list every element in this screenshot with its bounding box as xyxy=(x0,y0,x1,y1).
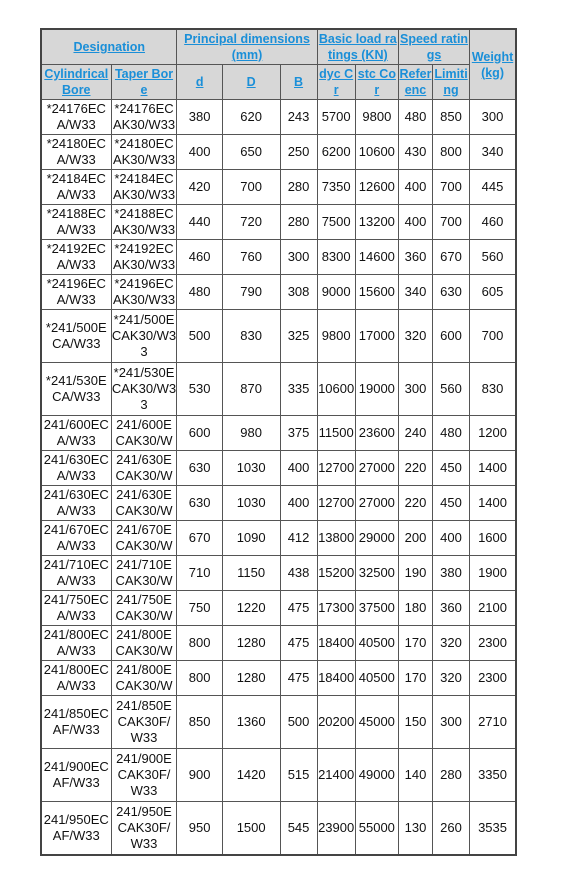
reference-speed-cell: 200 xyxy=(398,521,432,556)
taper-bore-cell: 241/750ECAK30/W xyxy=(111,591,177,626)
header-dynamic-load[interactable]: dyc Cr xyxy=(317,65,355,100)
taper-bore-cell: 241/600ECAK30/W xyxy=(111,416,177,451)
limiting-speed-cell: 600 xyxy=(432,310,469,363)
header-static-load[interactable]: stc Cor xyxy=(355,65,398,100)
dynamic-load-cell: 23900 xyxy=(317,802,355,855)
outer-d-cell: 1360 xyxy=(222,696,280,749)
static-load-cell: 49000 xyxy=(355,749,398,802)
width-b-cell: 243 xyxy=(280,100,317,135)
table-row xyxy=(41,240,516,275)
limiting-speed-cell: 480 xyxy=(432,416,469,451)
dynamic-load-cell: 20200 xyxy=(317,696,355,749)
bore-d-cell: 480 xyxy=(177,275,222,310)
static-load-cell: 55000 xyxy=(355,802,398,855)
limiting-speed-cell: 560 xyxy=(432,363,469,416)
weight-cell: 300 xyxy=(470,100,516,135)
weight-cell: 3350 xyxy=(470,749,516,802)
table-row xyxy=(41,661,516,696)
table-row xyxy=(41,363,516,416)
taper-bore-cell: *241/530ECAK30/W33 xyxy=(111,363,177,416)
taper-bore-cell: *24192ECAK30/W33 xyxy=(111,240,177,275)
table-row xyxy=(41,802,516,855)
outer-d-cell: 1220 xyxy=(222,591,280,626)
table-row xyxy=(41,275,516,310)
cylindrical-bore-cell: *24184ECA/W33 xyxy=(41,170,111,205)
header-d-large[interactable]: D xyxy=(222,65,280,100)
taper-bore-cell: 241/800ECAK30/W xyxy=(111,661,177,696)
cylindrical-bore-cell: 241/630ECA/W33 xyxy=(41,451,111,486)
static-load-cell: 14600 xyxy=(355,240,398,275)
taper-bore-cell: *241/500ECAK30/W33 xyxy=(111,310,177,363)
cylindrical-bore-cell: 241/800ECA/W33 xyxy=(41,626,111,661)
header-speed-ratings[interactable]: Speed ratings xyxy=(398,29,469,65)
weight-cell: 460 xyxy=(470,205,516,240)
outer-d-cell: 1500 xyxy=(222,802,280,855)
header-limiting-speed[interactable]: Limiting xyxy=(432,65,469,100)
bore-d-cell: 440 xyxy=(177,205,222,240)
limiting-speed-cell: 450 xyxy=(432,451,469,486)
reference-speed-cell: 130 xyxy=(398,802,432,855)
dynamic-load-cell: 12700 xyxy=(317,486,355,521)
reference-speed-cell: 340 xyxy=(398,275,432,310)
limiting-speed-cell: 320 xyxy=(432,661,469,696)
limiting-speed-cell: 380 xyxy=(432,556,469,591)
limiting-speed-cell: 800 xyxy=(432,135,469,170)
outer-d-cell: 620 xyxy=(222,100,280,135)
reference-speed-cell: 180 xyxy=(398,591,432,626)
limiting-speed-cell: 260 xyxy=(432,802,469,855)
bore-d-cell: 710 xyxy=(177,556,222,591)
bore-d-cell: 380 xyxy=(177,100,222,135)
taper-bore-cell: *24196ECAK30/W33 xyxy=(111,275,177,310)
bore-d-cell: 800 xyxy=(177,661,222,696)
reference-speed-cell: 320 xyxy=(398,310,432,363)
cylindrical-bore-cell: *241/500ECA/W33 xyxy=(41,310,111,363)
limiting-speed-cell: 280 xyxy=(432,749,469,802)
header-taper-bore[interactable]: Taper Bore xyxy=(111,65,177,100)
bore-d-cell: 630 xyxy=(177,451,222,486)
table-row xyxy=(41,556,516,591)
reference-speed-cell: 400 xyxy=(398,170,432,205)
header-basic-load-ratings[interactable]: Basic load ratings (KN) xyxy=(317,29,398,65)
reference-speed-cell: 190 xyxy=(398,556,432,591)
static-load-cell: 12600 xyxy=(355,170,398,205)
table-row xyxy=(41,486,516,521)
static-load-cell: 27000 xyxy=(355,486,398,521)
weight-cell: 605 xyxy=(470,275,516,310)
weight-cell: 445 xyxy=(470,170,516,205)
table-row xyxy=(41,451,516,486)
outer-d-cell: 1280 xyxy=(222,626,280,661)
reference-speed-cell: 220 xyxy=(398,451,432,486)
cylindrical-bore-cell: 241/950ECAF/W33 xyxy=(41,802,111,855)
cylindrical-bore-cell: 241/800ECA/W33 xyxy=(41,661,111,696)
static-load-cell: 37500 xyxy=(355,591,398,626)
outer-d-cell: 700 xyxy=(222,170,280,205)
table-row xyxy=(41,170,516,205)
cylindrical-bore-cell: *24188ECA/W33 xyxy=(41,205,111,240)
static-load-cell: 45000 xyxy=(355,696,398,749)
width-b-cell: 325 xyxy=(280,310,317,363)
bore-d-cell: 400 xyxy=(177,135,222,170)
weight-cell: 2300 xyxy=(470,626,516,661)
bore-d-cell: 950 xyxy=(177,802,222,855)
limiting-speed-cell: 300 xyxy=(432,696,469,749)
reference-speed-cell: 240 xyxy=(398,416,432,451)
static-load-cell: 15600 xyxy=(355,275,398,310)
reference-speed-cell: 220 xyxy=(398,486,432,521)
cylindrical-bore-cell: 241/630ECA/W33 xyxy=(41,486,111,521)
dynamic-load-cell: 9800 xyxy=(317,310,355,363)
cylindrical-bore-cell: 241/600ECA/W33 xyxy=(41,416,111,451)
reference-speed-cell: 430 xyxy=(398,135,432,170)
outer-d-cell: 1150 xyxy=(222,556,280,591)
taper-bore-cell: *24180ECAK30/W33 xyxy=(111,135,177,170)
reference-speed-cell: 400 xyxy=(398,205,432,240)
weight-cell: 1200 xyxy=(470,416,516,451)
limiting-speed-cell: 450 xyxy=(432,486,469,521)
width-b-cell: 515 xyxy=(280,749,317,802)
width-b-cell: 308 xyxy=(280,275,317,310)
bore-d-cell: 900 xyxy=(177,749,222,802)
limiting-speed-cell: 630 xyxy=(432,275,469,310)
bore-d-cell: 420 xyxy=(177,170,222,205)
outer-d-cell: 790 xyxy=(222,275,280,310)
outer-d-cell: 650 xyxy=(222,135,280,170)
cylindrical-bore-cell: 241/850ECAF/W33 xyxy=(41,696,111,749)
width-b-cell: 475 xyxy=(280,591,317,626)
header-d-small[interactable]: d xyxy=(177,65,222,100)
width-b-cell: 400 xyxy=(280,451,317,486)
weight-cell: 2300 xyxy=(470,661,516,696)
limiting-speed-cell: 850 xyxy=(432,100,469,135)
dynamic-load-cell: 9000 xyxy=(317,275,355,310)
dynamic-load-cell: 5700 xyxy=(317,100,355,135)
outer-d-cell: 720 xyxy=(222,205,280,240)
bore-d-cell: 460 xyxy=(177,240,222,275)
dynamic-load-cell: 15200 xyxy=(317,556,355,591)
dynamic-load-cell: 12700 xyxy=(317,451,355,486)
table-row xyxy=(41,521,516,556)
width-b-cell: 475 xyxy=(280,626,317,661)
taper-bore-cell: 241/670ECAK30/W xyxy=(111,521,177,556)
cylindrical-bore-cell: *24196ECA/W33 xyxy=(41,275,111,310)
bore-d-cell: 600 xyxy=(177,416,222,451)
weight-cell: 2710 xyxy=(470,696,516,749)
header-principal-dimensions[interactable]: Principal dimensions (mm) xyxy=(177,29,317,65)
taper-bore-cell: *24188ECAK30/W33 xyxy=(111,205,177,240)
cylindrical-bore-cell: *24180ECA/W33 xyxy=(41,135,111,170)
dynamic-load-cell: 21400 xyxy=(317,749,355,802)
static-load-cell: 27000 xyxy=(355,451,398,486)
cylindrical-bore-cell: 241/670ECA/W33 xyxy=(41,521,111,556)
outer-d-cell: 1090 xyxy=(222,521,280,556)
bore-d-cell: 630 xyxy=(177,486,222,521)
weight-cell: 2100 xyxy=(470,591,516,626)
weight-cell: 1400 xyxy=(470,486,516,521)
dynamic-load-cell: 6200 xyxy=(317,135,355,170)
static-load-cell: 29000 xyxy=(355,521,398,556)
static-load-cell: 17000 xyxy=(355,310,398,363)
width-b-cell: 375 xyxy=(280,416,317,451)
outer-d-cell: 1420 xyxy=(222,749,280,802)
bore-d-cell: 500 xyxy=(177,310,222,363)
reference-speed-cell: 170 xyxy=(398,626,432,661)
table-row xyxy=(41,310,516,363)
width-b-cell: 280 xyxy=(280,170,317,205)
dynamic-load-cell: 10600 xyxy=(317,363,355,416)
outer-d-cell: 1280 xyxy=(222,661,280,696)
limiting-speed-cell: 400 xyxy=(432,521,469,556)
cylindrical-bore-cell: *24176ECA/W33 xyxy=(41,100,111,135)
static-load-cell: 40500 xyxy=(355,661,398,696)
limiting-speed-cell: 360 xyxy=(432,591,469,626)
bore-d-cell: 750 xyxy=(177,591,222,626)
table-row xyxy=(41,749,516,802)
taper-bore-cell: *24176ECAK30/W33 xyxy=(111,100,177,135)
weight-cell: 830 xyxy=(470,363,516,416)
dynamic-load-cell: 7350 xyxy=(317,170,355,205)
static-load-cell: 23600 xyxy=(355,416,398,451)
header-b[interactable]: B xyxy=(280,65,317,100)
width-b-cell: 545 xyxy=(280,802,317,855)
table-row xyxy=(41,591,516,626)
weight-cell: 700 xyxy=(470,310,516,363)
header-reference-speed[interactable]: Referenc xyxy=(398,65,432,100)
taper-bore-cell: *24184ECAK30/W33 xyxy=(111,170,177,205)
dynamic-load-cell: 17300 xyxy=(317,591,355,626)
reference-speed-cell: 140 xyxy=(398,749,432,802)
header-designation[interactable]: Designation xyxy=(41,29,177,65)
static-load-cell: 40500 xyxy=(355,626,398,661)
width-b-cell: 475 xyxy=(280,661,317,696)
table-row xyxy=(41,696,516,749)
bearing-spec-table xyxy=(40,28,517,856)
table-row xyxy=(41,416,516,451)
static-load-cell: 32500 xyxy=(355,556,398,591)
weight-cell: 1900 xyxy=(470,556,516,591)
dynamic-load-cell: 18400 xyxy=(317,661,355,696)
bore-d-cell: 670 xyxy=(177,521,222,556)
cylindrical-bore-cell: 241/750ECA/W33 xyxy=(41,591,111,626)
weight-cell: 3535 xyxy=(470,802,516,855)
outer-d-cell: 830 xyxy=(222,310,280,363)
width-b-cell: 280 xyxy=(280,205,317,240)
static-load-cell: 19000 xyxy=(355,363,398,416)
weight-cell: 560 xyxy=(470,240,516,275)
limiting-speed-cell: 320 xyxy=(432,626,469,661)
weight-cell: 1600 xyxy=(470,521,516,556)
limiting-speed-cell: 700 xyxy=(432,170,469,205)
outer-d-cell: 870 xyxy=(222,363,280,416)
weight-cell: 340 xyxy=(470,135,516,170)
header-weight[interactable]: Weight (kg) xyxy=(470,29,516,100)
limiting-speed-cell: 700 xyxy=(432,205,469,240)
width-b-cell: 335 xyxy=(280,363,317,416)
reference-speed-cell: 480 xyxy=(398,100,432,135)
outer-d-cell: 1030 xyxy=(222,451,280,486)
outer-d-cell: 1030 xyxy=(222,486,280,521)
dynamic-load-cell: 11500 xyxy=(317,416,355,451)
reference-speed-cell: 360 xyxy=(398,240,432,275)
static-load-cell: 13200 xyxy=(355,205,398,240)
dynamic-load-cell: 13800 xyxy=(317,521,355,556)
reference-speed-cell: 150 xyxy=(398,696,432,749)
static-load-cell: 10600 xyxy=(355,135,398,170)
width-b-cell: 400 xyxy=(280,486,317,521)
bore-d-cell: 850 xyxy=(177,696,222,749)
limiting-speed-cell: 670 xyxy=(432,240,469,275)
taper-bore-cell: 241/710ECAK30/W xyxy=(111,556,177,591)
taper-bore-cell: 241/630ECAK30/W xyxy=(111,451,177,486)
dynamic-load-cell: 7500 xyxy=(317,205,355,240)
table-row xyxy=(41,205,516,240)
table-row xyxy=(41,135,516,170)
table-row xyxy=(41,626,516,661)
outer-d-cell: 760 xyxy=(222,240,280,275)
cylindrical-bore-cell: *24192ECA/W33 xyxy=(41,240,111,275)
reference-speed-cell: 300 xyxy=(398,363,432,416)
taper-bore-cell: 241/900ECAK30F/W33 xyxy=(111,749,177,802)
cylindrical-bore-cell: 241/710ECA/W33 xyxy=(41,556,111,591)
static-load-cell: 9800 xyxy=(355,100,398,135)
bore-d-cell: 800 xyxy=(177,626,222,661)
outer-d-cell: 980 xyxy=(222,416,280,451)
width-b-cell: 250 xyxy=(280,135,317,170)
width-b-cell: 300 xyxy=(280,240,317,275)
taper-bore-cell: 241/850ECAK30F/W33 xyxy=(111,696,177,749)
weight-cell: 1400 xyxy=(470,451,516,486)
cylindrical-bore-cell: 241/900ECAF/W33 xyxy=(41,749,111,802)
width-b-cell: 500 xyxy=(280,696,317,749)
taper-bore-cell: 241/630ECAK30/W xyxy=(111,486,177,521)
taper-bore-cell: 241/800ECAK30/W xyxy=(111,626,177,661)
cylindrical-bore-cell: *241/530ECA/W33 xyxy=(41,363,111,416)
width-b-cell: 438 xyxy=(280,556,317,591)
table-body xyxy=(41,100,516,855)
dynamic-load-cell: 18400 xyxy=(317,626,355,661)
bore-d-cell: 530 xyxy=(177,363,222,416)
width-b-cell: 412 xyxy=(280,521,317,556)
dynamic-load-cell: 8300 xyxy=(317,240,355,275)
table-row xyxy=(41,100,516,135)
header-cylindrical-bore[interactable]: Cylindrical Bore xyxy=(41,65,111,100)
taper-bore-cell: 241/950ECAK30F/W33 xyxy=(111,802,177,855)
reference-speed-cell: 170 xyxy=(398,661,432,696)
